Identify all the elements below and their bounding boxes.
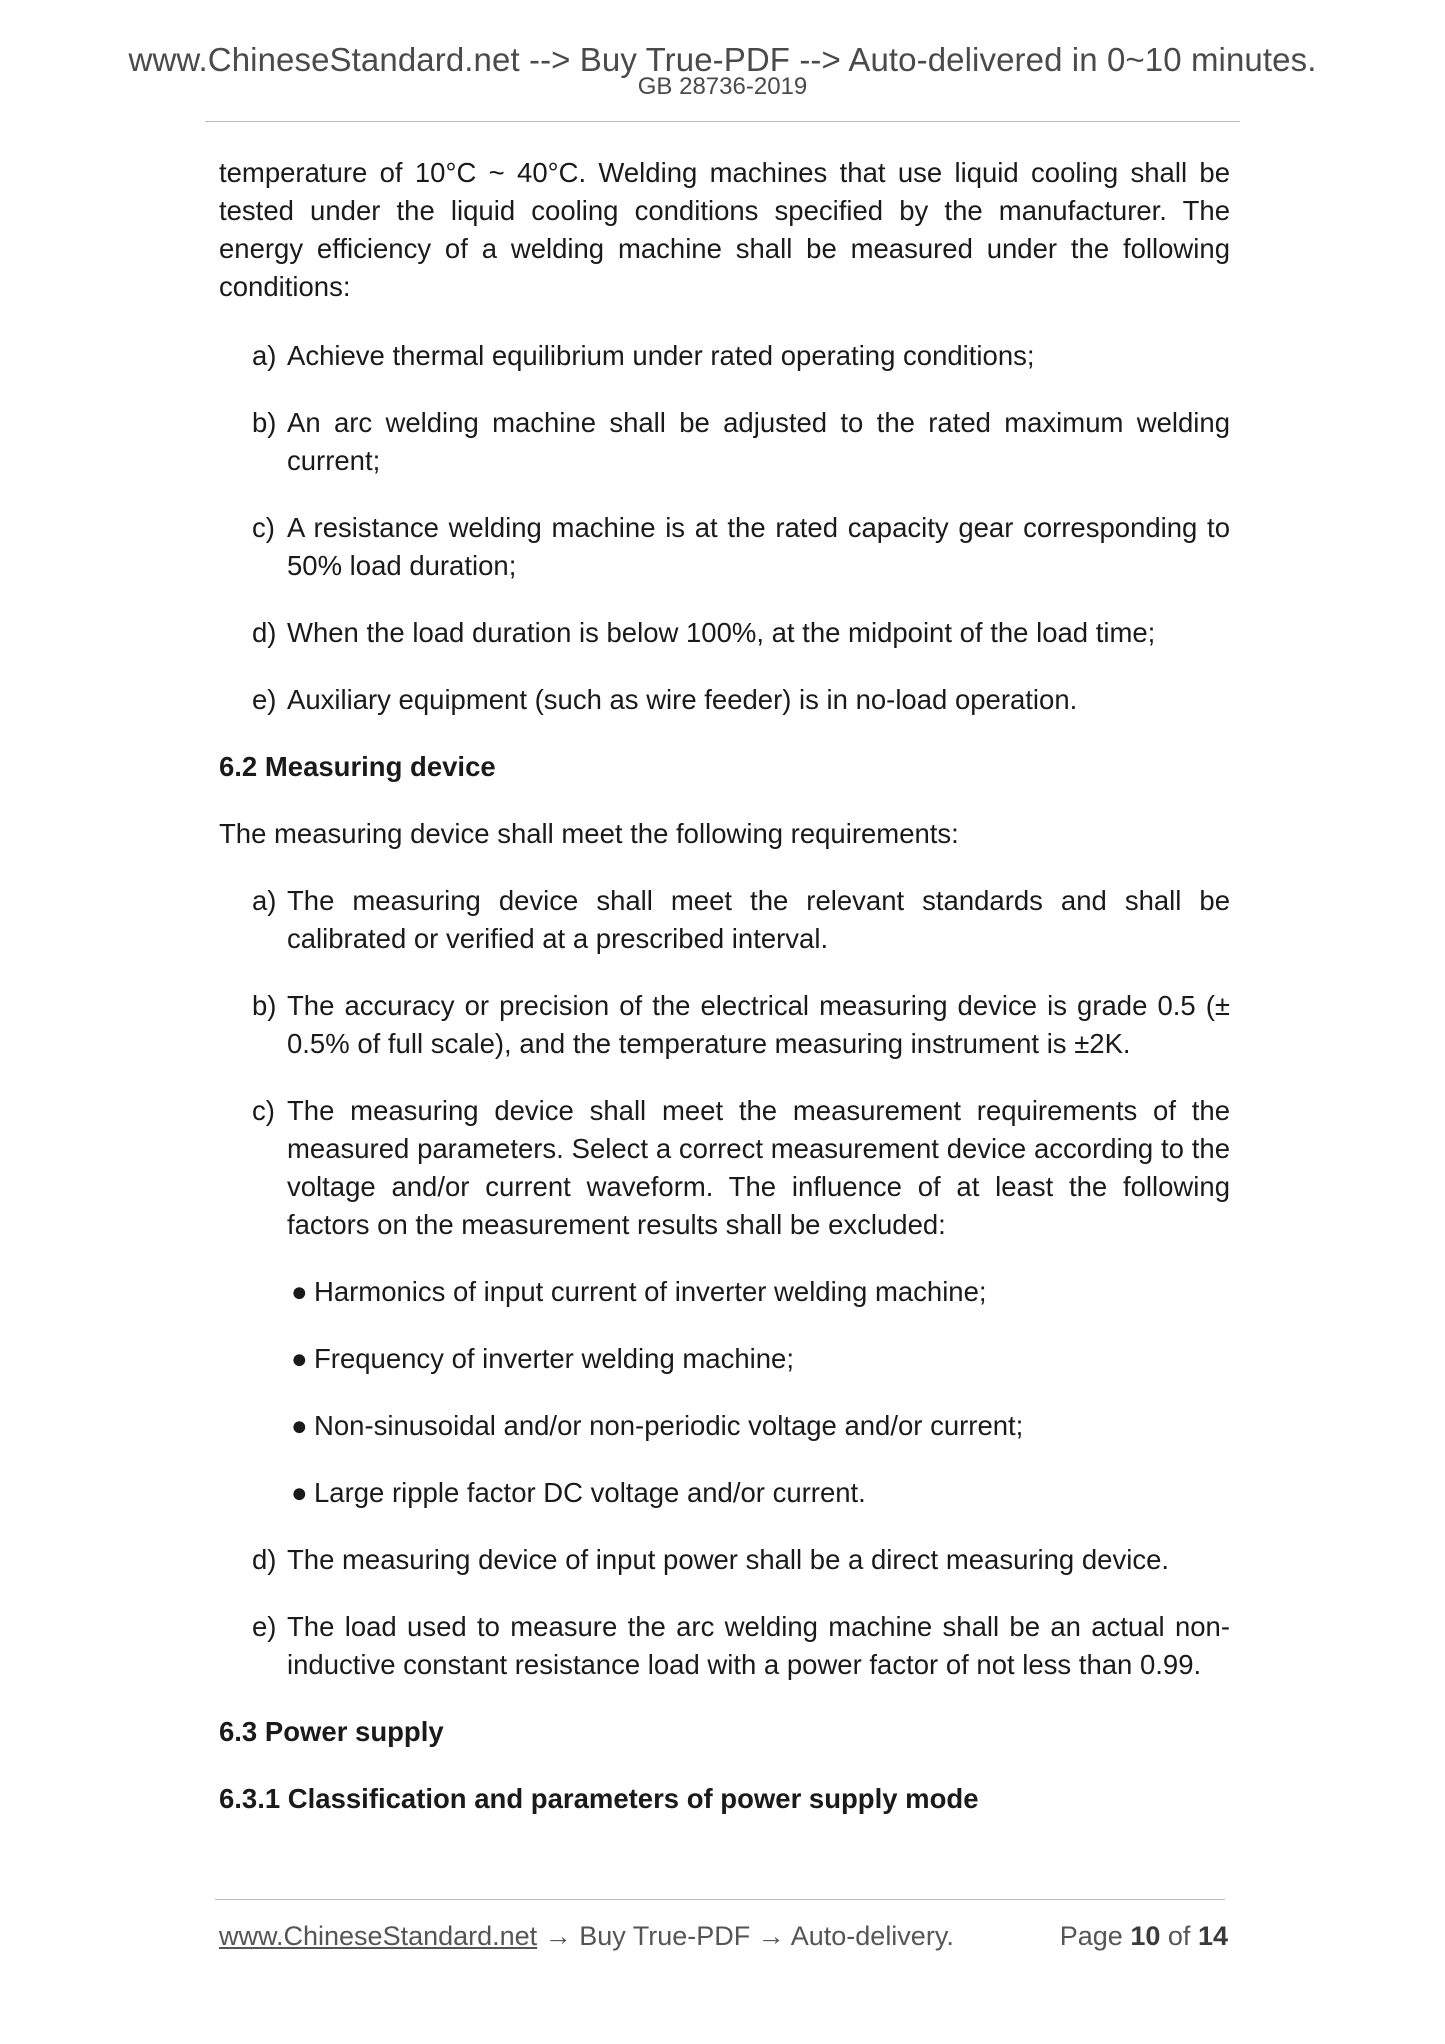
of-label: of [1167,1921,1191,1951]
list-text: The accuracy or precision of the electrical measuring device is grade 0.5 (± 0.5% of full scale), and the temperature measuring instrument is ±2K. [287,990,1230,1059]
document-code: GB 28736-2019 [637,73,808,100]
list-marker: a) [252,885,277,916]
list-text: Achieve thermal equilibrium under rated operating conditions; [287,340,1035,371]
list-item [219,1608,1230,1684]
list-text: Auxiliary equipment (such as wire feeder) is in no-load operation. [287,684,1078,715]
footer-divider [215,1899,1225,1900]
list-item [219,882,1230,958]
list-text: The measuring device shall meet the measurement requirements of the measured parameters. Select a correct measurement device according to the voltage and/or current waveform. The influence of at least the following factors on the measurement results shall be excluded: [287,1095,1230,1240]
bullet-dot-icon: ● [291,1343,308,1374]
section-heading-6-2: 6.2 Measuring device [219,751,496,782]
list-text: A resistance welding machine is at the rated capacity gear corresponding to 50% load duration; [287,512,1230,581]
list-marker: b) [252,407,277,438]
list-item [219,404,1230,480]
list-text: The measuring device of input power shall be a direct measuring device. [287,1544,1170,1575]
list-marker: c) [252,1095,275,1126]
header-divider [205,121,1240,122]
bullet-item [219,1340,1230,1378]
bullet-dot-icon: ● [291,1477,308,1508]
bullet-item [219,1474,1230,1512]
footer-tagline: → Buy True-PDF → Auto-delivery. [537,1921,954,1951]
list-item [219,987,1230,1063]
page-content [219,154,1230,1818]
page-total: 14 [1197,1921,1228,1951]
list-item [219,1092,1230,1244]
bullet-item [219,1273,1230,1311]
subsection-heading-6-3-1: 6.3.1 Classification and parameters of power supply mode [219,1783,979,1814]
bullet-dot-icon: ● [291,1276,308,1307]
list-marker: e) [252,1611,277,1642]
list-item [219,614,1230,652]
header-banner: www.ChineseStandard.net --> Buy True-PDF --> Auto-delivered in 0~10 minutes. [128,41,1317,78]
list-marker: c) [252,512,275,543]
list-marker: e) [252,684,277,715]
page-label: Page [1059,1921,1123,1951]
page-number [1060,1916,1228,1956]
list-item [219,681,1230,719]
list-text: When the load duration is below 100%, at the midpoint of the load time; [287,617,1156,648]
bullet-text: Harmonics of input current of inverter welding machine; [314,1276,987,1307]
list-text: The load used to measure the arc welding machine shall be an actual non-inductive constant resistance load with a power factor of not less than 0.99. [287,1611,1230,1680]
bullet-dot-icon: ● [291,1410,308,1441]
list-marker: a) [252,340,277,371]
intro-paragraph: temperature of 10°C ~ 40°C. Welding machines that use liquid cooling shall be tested under the liquid cooling conditions specified by the manufacturer. The energy efficiency of a welding machine shall be measured under the following conditions: [219,157,1230,302]
footer-website-link[interactable]: www.ChineseStandard.net [219,1921,538,1951]
section-heading-6-3: 6.3 Power supply [219,1716,444,1747]
bullet-item [219,1407,1230,1445]
list-marker: b) [252,990,277,1021]
bullet-text: Frequency of inverter welding machine; [314,1343,794,1374]
list-text: The measuring device shall meet the relevant standards and shall be calibrated or verified at a prescribed interval. [287,885,1230,954]
list-item [219,1541,1230,1579]
list-marker: d) [252,1544,277,1575]
list-item [219,509,1230,585]
section-intro: The measuring device shall meet the following requirements: [219,818,959,849]
page-current: 10 [1130,1921,1161,1951]
list-marker: d) [252,617,277,648]
list-item [219,337,1230,375]
list-text: An arc welding machine shall be adjusted to the rated maximum welding current; [287,407,1230,476]
page-footer [219,1916,1228,1956]
bullet-text: Large ripple factor DC voltage and/or current. [314,1477,866,1508]
bullet-text: Non-sinusoidal and/or non-periodic voltage and/or current; [314,1410,1024,1441]
